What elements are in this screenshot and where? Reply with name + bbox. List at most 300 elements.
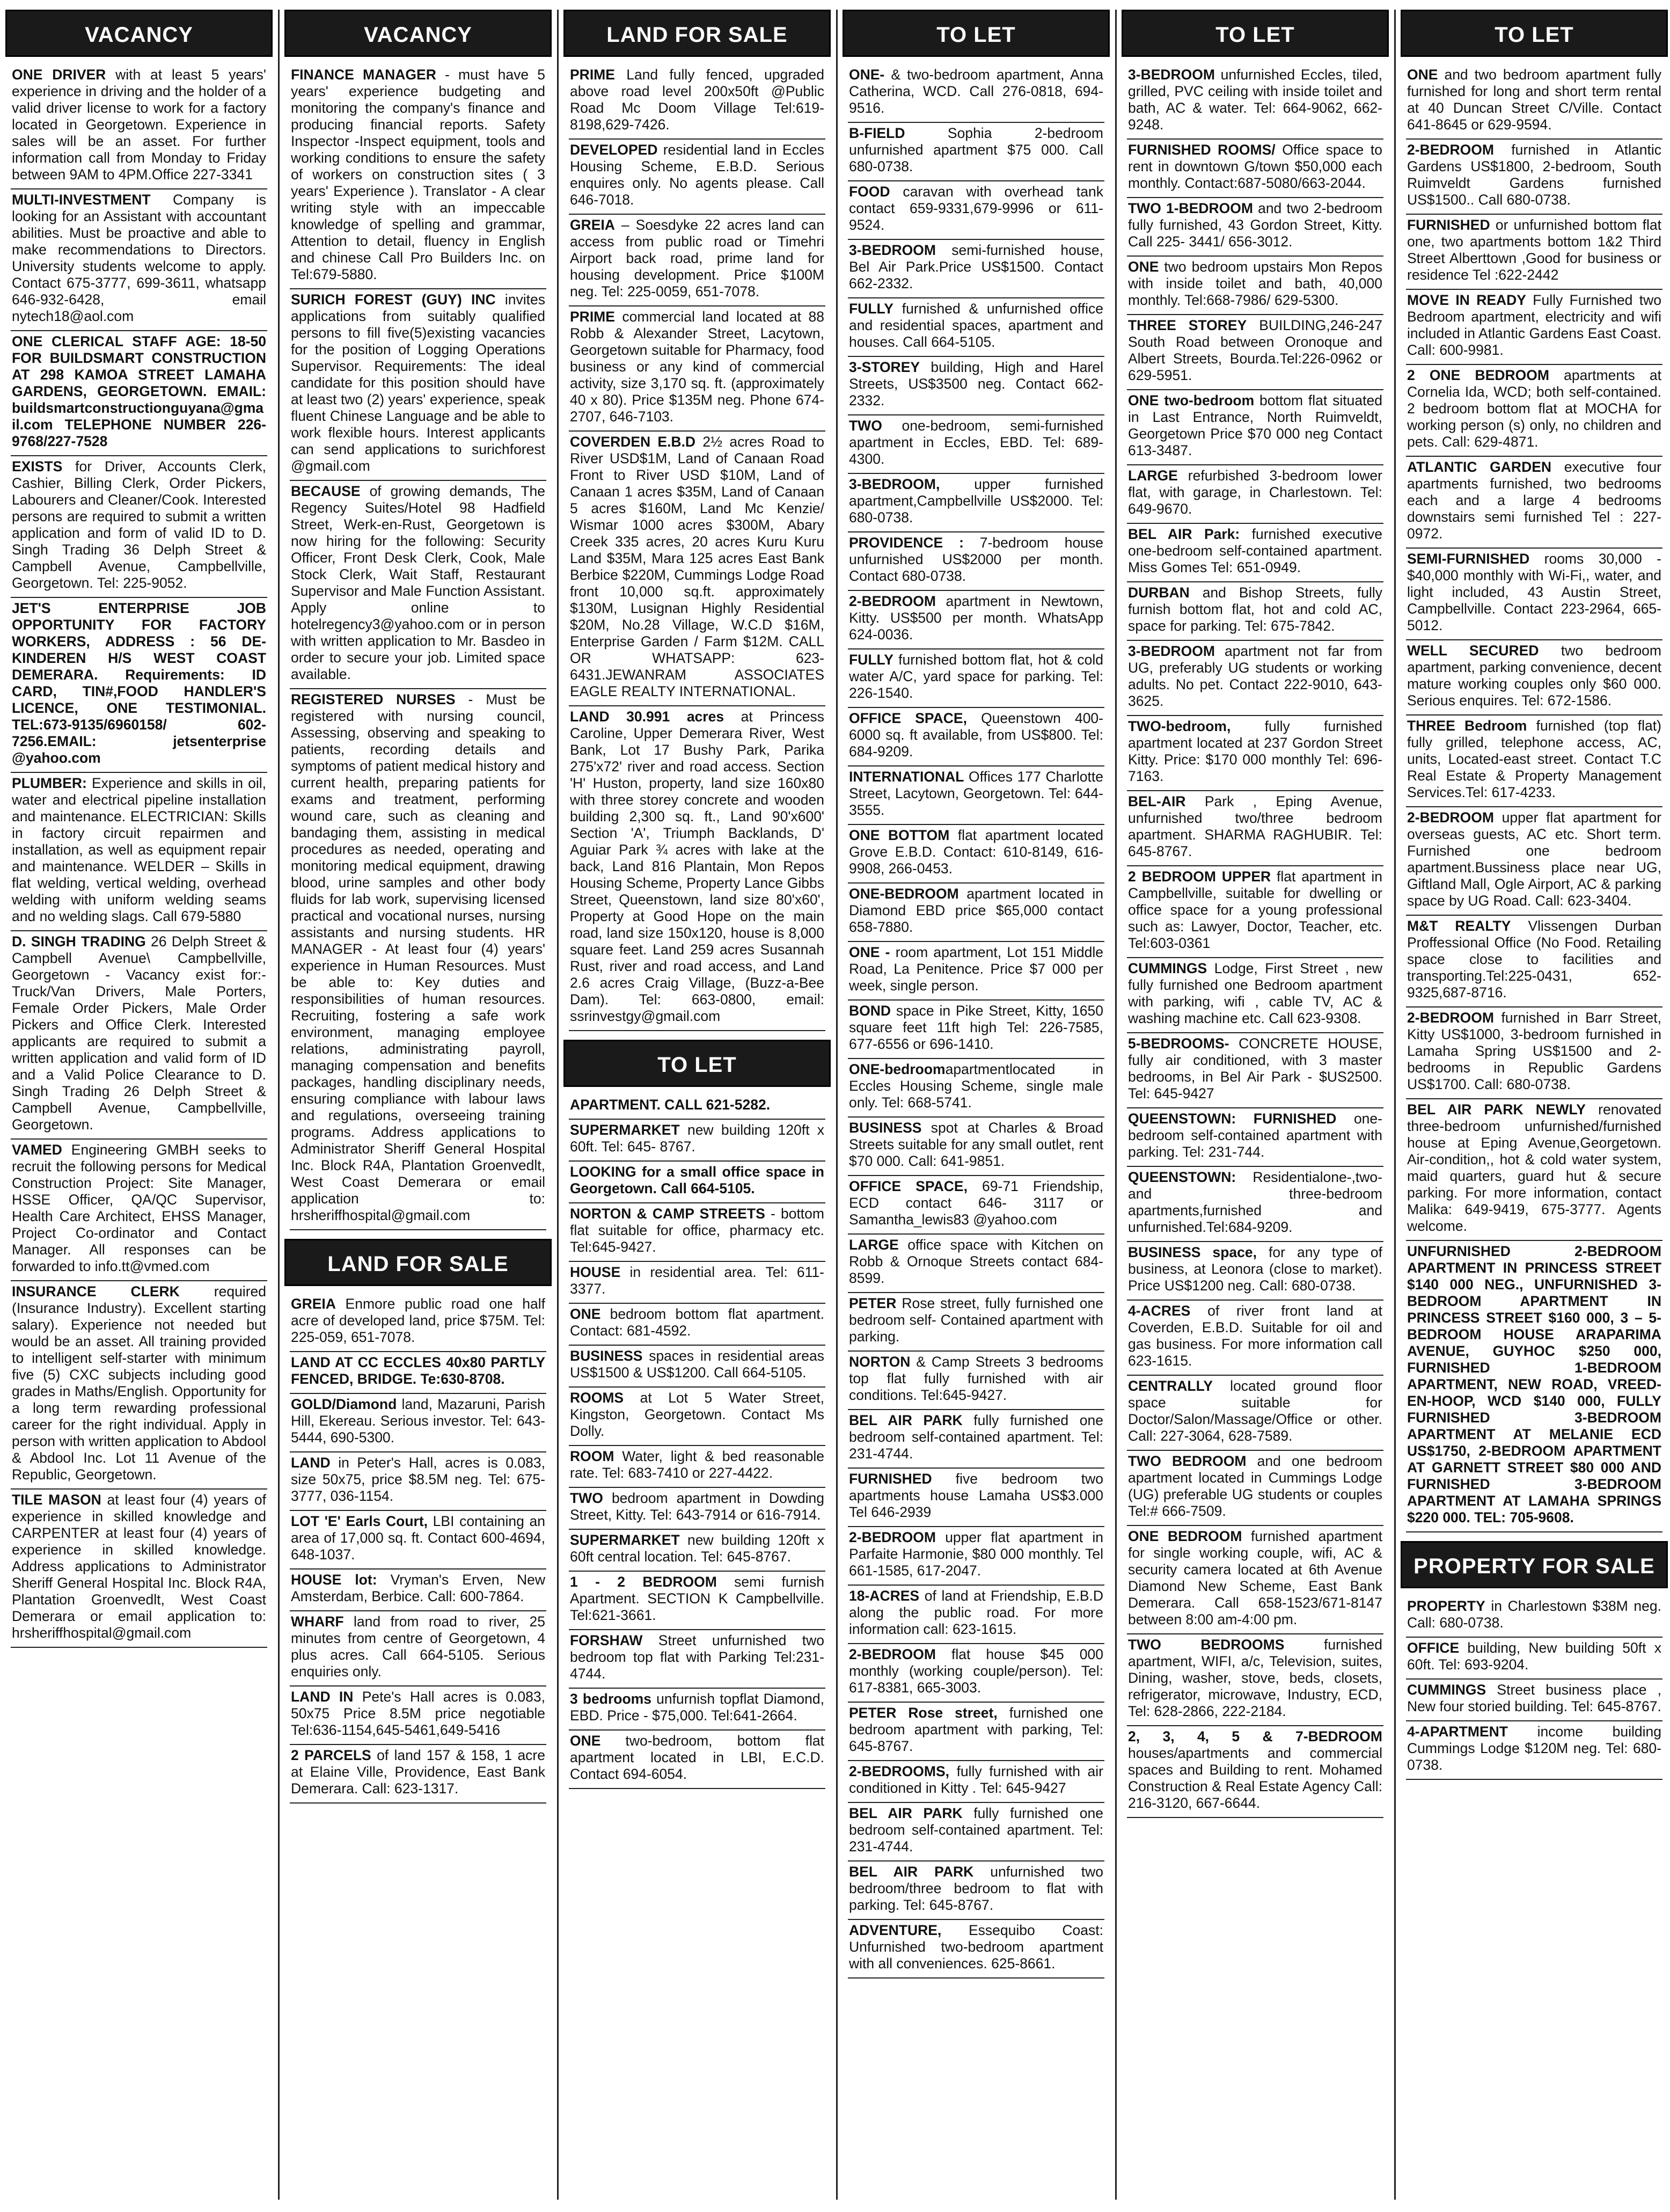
- ad-body: Office space to rent in downtown G/town $50,000 each monthly. Contact:687-5080/663-2044.: [1128, 142, 1382, 191]
- classified-ad: [11, 189, 267, 331]
- ad-lead: 2-BEDROOM: [1407, 142, 1494, 158]
- ad-body: new building 120ft x 60ft central location. Tel: 645-8767.: [570, 1532, 824, 1565]
- classified-ad: [1406, 365, 1662, 457]
- ad-lead: FURNISHED: [849, 1471, 932, 1487]
- ad-lead: FORSHAW: [570, 1632, 643, 1648]
- ad-lead: CENTRALLY: [1128, 1378, 1213, 1394]
- ad-lead: SEMI-FURNISHED: [1407, 551, 1530, 567]
- classified-ad: [1127, 1376, 1383, 1451]
- ad-body: for Driver, Accounts Clerk, Cashier, Billing Clerk, Order Pickers, Labourers and Cleaner/Cook. Interested persons are required to submit a written application and form of valid ID to D. Singh Trading 36 Delph Street & Campbell Avenue, Campbellville, Georgetown. Tel: 225-9052.: [12, 458, 266, 591]
- ad-lead: COVERDEN E.B.D: [570, 434, 696, 450]
- classified-ad: [1127, 315, 1383, 390]
- ad-body: furnished in Atlantic Gardens US$1800, 2-bedroom, South Ruimveldt Gardens furnished US$1500.. Call 680-0738.: [1407, 142, 1661, 208]
- ad-lead: M&T REALTY: [1407, 918, 1511, 934]
- ad-body: bottom flat situated in Last Entrance, North Ruimveldt, Georgetown Price $70 000 neg Contact 613-3487.: [1128, 392, 1382, 458]
- column-heading: TO LET: [1122, 10, 1389, 57]
- ad-lead: 3-BEDROOM: [1128, 67, 1215, 83]
- ad-lead: PRIME: [570, 67, 615, 83]
- classified-ad: [848, 1761, 1104, 1803]
- ad-lead: ATLANTIC GARDEN: [1407, 459, 1552, 475]
- classified-ad: [848, 1001, 1104, 1059]
- ad-lead: TWO: [570, 1490, 603, 1506]
- ad-body: Vlissengen Durban Proffessional Office (No Food. Retailing space close to facilities and transporting.Tel:225-0431, 652-9325,687-8716.: [1407, 918, 1661, 1001]
- ad-body: fully furnished apartment located at 237 Gordon Street Kitty. Price: $170 000 monthly Tel: 696-7163.: [1128, 718, 1382, 784]
- classified-ad: [569, 1731, 825, 1789]
- ad-body: flat apartment in Campbellville, suitable for dwelling or office space for a young professional such as: Lawyer, Doctor, Teacher, etc. Tel:603-0361: [1128, 868, 1382, 951]
- classified-ad: [290, 1294, 546, 1352]
- classified-ad: [1406, 140, 1662, 215]
- classified-ad: [848, 1861, 1104, 1920]
- ad-body: or unfurnished bottom flat one, two apartments bottom 1&2 Third Street Alberttown ,Good for business or residence Tel :622-2442: [1407, 217, 1661, 283]
- column-to-let-2: [1122, 10, 1389, 2200]
- ad-lead: LAND 30.991 acres: [570, 709, 724, 725]
- ad-lead: 5-BEDROOMS-: [1128, 1035, 1229, 1052]
- ad-lead: 2-BEDROOM: [1407, 809, 1494, 826]
- ad-lead: ONE DRIVER: [12, 67, 106, 83]
- ad-body: 2½ acres Road to River USD$1M, Land of Canaan Road Front to River USD $10M, Land of Canaan 1 acres $35M, Land of Canaan 5 acres $160M, Land Mc Kenzie/ Wismar 1000 acres $300M, Abary Creek 335 acres, 20 acres Kuru Kuru Land $35M, Mara 125 acres East Bank Berbice $220M, Cummings Lodge Road front 10,000 sq.ft. approximately $130M, Lusignan Highly Residential $20M, No.28 Village, W.C.D $16M, Enterprise Garden / Farm $12M. CALL OR WHATSAPP: 623-6431.JEWANRAM ASSOCIATES EAGLE REALTY INTERNATIONAL.: [570, 434, 824, 699]
- ad-body: apartment located in Diamond EBD price $65,000 contact 658-7880.: [849, 886, 1103, 935]
- ad-body: office space with Kitchen on Robb & Ornoque Streets contact 684-8599.: [849, 1237, 1103, 1286]
- ad-lead: BEL AIR PARK: [849, 1864, 974, 1880]
- ad-body: - Must be registered with nursing council, Assessing, observing and speaking to patients, recording details and symptoms of patient medical history and current health, preparing patients for exams and treatment, performing wound care, such as cleaning and bandaging them, assisting in medical procedures as needed, operating and monitoring medical equipment, drawing blood, urine samples and other body fluids for lab work, supervising licensed practical and vocational nurses, nursing assistants and nursing students. HR MANAGER - At least four (4) years' experience in Human Resources. Must be able to: Key duties and responsibilities of human resources. Recruiting, fostering a safe work environment, managing employee relations, administrating payroll, managing compensation and benefits packages, handling disciplinary needs, ensuring compliance with labour laws and regulations, overseeing training programs. Address applications to Administrator Sheriff General Hospital Inc. Block R4A, Plantation Groenvedlt, West Coast Demerara or email application to: hrsheriffhospital@gmail.com: [291, 691, 545, 1223]
- ad-body: furnished executive one-bedroom self-contained apartment. Miss Gomes Tel: 651-0949.: [1128, 526, 1382, 575]
- ad-body: furnished apartment for single working couple, wifi, AC & security camera located at 6th Avenue Diamond New Scheme, East Bank Demerara. Call 658-1523/671-8147 between 8:00 am-4:00 pm.: [1128, 1528, 1382, 1627]
- classified-ad: [569, 64, 825, 140]
- classified-ad: [848, 1644, 1104, 1703]
- ad-lead: ONE two-bedroom: [1128, 392, 1255, 408]
- ad-body: rooms 30,000 - $40,000 monthly with Wi-Fi,, water, and light included, 43 Austin Street, Campbellville. Contact 223-2964, 665-5012.: [1407, 551, 1661, 633]
- ad-lead: WELL SECURED: [1407, 643, 1539, 659]
- classified-ad: [848, 825, 1104, 884]
- classified-ad: [569, 1262, 825, 1304]
- classified-ad: [1127, 866, 1383, 958]
- ad-lead: BEL AIR PARK NEWLY: [1407, 1101, 1586, 1118]
- ad-lead: 18-ACRES: [849, 1588, 920, 1604]
- ad-body: 7-bedroom house unfurnished US$2000 per month. Contact 680-0738.: [849, 535, 1103, 584]
- ad-lead: GREIA: [291, 1296, 336, 1312]
- classified-ad: [569, 1346, 825, 1388]
- ad-lead: D. SINGH TRADING: [12, 933, 146, 950]
- classified-ad: [290, 1352, 546, 1394]
- classified-ad: [569, 1094, 825, 1120]
- ad-lead: MOVE IN READY: [1407, 292, 1526, 308]
- classified-ad: [848, 1410, 1104, 1469]
- classified-ad: [1127, 1242, 1383, 1301]
- classified-ad: [1127, 524, 1383, 582]
- ad-body: land, Mazaruni, Parish Hill, Ekereau. Serious investor. Tel: 643-5444, 690-5300.: [291, 1396, 545, 1446]
- ad-lead: ROOMS: [570, 1390, 624, 1406]
- ad-body: houses/apartments and commercial spaces and Building to rent. Mohamed Construction & Real Estate Agency Call: 216-3120, 667-6644.: [1128, 1745, 1382, 1811]
- ad-lead: THREE STOREY: [1128, 317, 1247, 333]
- ad-lead: SUPERMARKET: [570, 1532, 680, 1548]
- ad-body: residential land in Eccles Housing Scheme, E.B.D. Serious enquires only. No agents please. Call 646-7018.: [570, 142, 824, 208]
- classified-ad: [848, 1176, 1104, 1235]
- classified-ad: [848, 1235, 1104, 1293]
- ad-lead: 2, 3, 4, 5 & 7-BEDROOM: [1128, 1728, 1382, 1744]
- classified-ad: [569, 1203, 825, 1262]
- ad-body: in residential area. Tel: 611-3377.: [570, 1264, 824, 1297]
- ad-lead: ONE-bedroom: [849, 1061, 946, 1077]
- ad-lead: BUSINESS: [570, 1348, 643, 1364]
- classified-ad: [1406, 1008, 1662, 1099]
- classified-ad: [1127, 198, 1383, 257]
- ad-body: at Princess Caroline, Upper Demerara River, West Bank, Lot 17 Bushy Park, Parika 275'x72' river and road access. Section 'H' Huston, property, land size 160x80 with three storey concrete and wooden building 2,300 sq. ft., Land 90'x600' Section 'A', Triumph Backlands, D' Aguiar Park ¾ acres with lake at the back, Land 816 Plantain, Mon Repos Housing Scheme, Property Lance Gibbs Street, Queenstown, land size 80'x60', Property at Good Hope on the main road, land size 150x120, house is 8,000 square feet. Land 259 acres Susannah Rust, river and road access, and Land 2.6 acres Craig Village, (Buzz-a-Bee Dam). Tel: 663-0800, email: ssrinvestgy@gmail.com: [570, 709, 824, 1024]
- classified-ad: [1406, 1241, 1662, 1532]
- classified-ad: [11, 1490, 267, 1648]
- ad-body: Enmore public road one half acre of developed land, price $75M. Tel: 225-059, 651-7078.: [291, 1296, 545, 1345]
- classified-ad: [848, 1920, 1104, 1979]
- classified-ad: [848, 1059, 1104, 1118]
- classified-ad: [569, 1446, 825, 1488]
- classified-ad: [848, 123, 1104, 181]
- ad-body: 26 Delph Street & Campbell Avenue\ Campbellville, Georgetown - Vacancy exist for:- Truck/Van Drivers, Male Porters, Female Order Pickers, Male Order Pickers and Office Clerk. Interested applicants are required to submit a written application and valid form of ID and a Valid Police Clearance to D. Singh Trading 26 Delph Street & Campbell Avenue, Campbellville, Georgetown.: [12, 933, 266, 1133]
- ad-lead: BUSINESS: [849, 1120, 922, 1136]
- classified-ad: [1127, 1526, 1383, 1634]
- ad-lead: VAMED: [12, 1142, 62, 1158]
- ad-lead: QUEENSTOWN: FURNISHED: [1128, 1111, 1337, 1127]
- column-to-let-1: [843, 10, 1110, 2200]
- classified-ad: [569, 1689, 825, 1731]
- ad-body: Pete's Hall acres is 0.083, 50x75 Price 8.5M price negotiable Tel:636-1154,645-5461,649-5416: [291, 1689, 545, 1738]
- classified-ad: [11, 598, 267, 773]
- ad-lead: ONE: [1407, 67, 1438, 83]
- ad-lead: PETER: [849, 1295, 897, 1311]
- ad-body: required (Insurance Industry). Excellent starting salary). Experience not needed but would be an asset. All training provided to intelligent self-starter with minimum five (5) CXC subjects including good grades in Maths/English. Opportunity for a long term rewarding professional career for the right individual. Apply in person with written application to Abdool & Abdool Inc. Lot 11 Avenue of the Republic, Georgetown.: [12, 1283, 266, 1483]
- section-heading-to-let: TO LET: [563, 1040, 831, 1087]
- ad-body: executive four apartments furnished, two bedrooms each and a large 4 bedrooms downstairs semi furnished Tel : 227-0972.: [1407, 459, 1661, 542]
- ad-lead: 2-BEDROOM: [1407, 1010, 1494, 1026]
- ad-body: and two bedroom apartment fully furnished for long and short term rental at 40 Duncan Street C/Ville. Contact 641-8645 or 629-9594.: [1407, 67, 1661, 133]
- ad-body: refurbished 3-bedroom lower flat, with garage, in Charlestown. Tel: 649-9670.: [1128, 468, 1382, 517]
- ad-body: fully furnished one bedroom self-contained apartment. Tel: 231-4744.: [849, 1805, 1103, 1855]
- ad-body: Experience and skills in oil, water and electrical pipeline installation and maintenance. ELECTRICIAN: Skills in factory circuit repairmen and installation, as well as equipment repair and maintenance. WELDER – Skills in flat welding, vertical welding, overhead welding with uniform welding seams and no welding slags. Call 679-5880: [12, 775, 266, 924]
- ad-lead: ONE-: [849, 67, 885, 83]
- ads-list: [1122, 64, 1389, 1818]
- classified-ad: [1406, 916, 1662, 1008]
- ad-lead: PRIME: [570, 309, 615, 325]
- ads-list: [284, 64, 552, 1230]
- ad-lead: CUMMINGS: [1407, 1682, 1486, 1698]
- ad-body: located ground floor space suitable for Doctor/Salon/Massage/Office or other. Call: 227-3064, 628-7589.: [1128, 1378, 1382, 1444]
- classified-ad: [569, 706, 825, 1031]
- ad-body: LBI containing an area of 17,000 sq. ft. Contact 600-4694, 648-1037.: [291, 1513, 545, 1563]
- classified-ad: [290, 64, 546, 289]
- column-heading: VACANCY: [284, 10, 552, 57]
- column-heading: TO LET: [1401, 10, 1668, 57]
- ad-body: of land 157 & 158, 1 acre at Elaine Ville, Providence, East Bank Demerara. Call: 623-1317.: [291, 1747, 545, 1797]
- classified-ad: [848, 1469, 1104, 1527]
- classified-ad: [569, 1630, 825, 1689]
- ad-lead: MULTI-INVESTMENT: [12, 192, 151, 208]
- ad-lead: DURBAN: [1128, 585, 1190, 601]
- ad-body: of growing demands, The Regency Suites/Hotel 98 Hadfield Street, Werk-en-Rust, Georgetown is now hiring for the following: Security Officer, Front Desk Clerk, Cook, Male Stock Clerk, Wait Staff, Restaurant Supervisor and Male Function Assistant. Apply online to hotelregency3@yahoo.com or in person with written application to Mr. Basdeo in order to secure your job. Limited space available.: [291, 483, 545, 682]
- ad-body: space in Pike Street, Kitty, 1650 square feet 11ft high Tel: 226-7585, 677-6556 or 696-1410.: [849, 1003, 1103, 1052]
- ad-body: spot at Charles & Broad Streets suitable for any small outlet, rent $70 000. Call: 641-9851.: [849, 1120, 1103, 1169]
- ad-body: - bottom flat suitable for office, pharmacy etc. Tel:645-9427.: [570, 1206, 824, 1255]
- ad-body: five bedroom two apartments house Lamaha US$3.000 Tel 646-2939: [849, 1471, 1103, 1520]
- ad-lead: ONE CLERICAL STAFF AGE: 18-50 FOR BUILDSMART CONSTRUCTION AT 298 KAMOA STREET LAMAHA GARDENS, GEORGETOWN. EMAIL: buildsmartconstructionguyana@gmail.com TELEPHONE NUMBER 226-9768/227-7528: [12, 333, 266, 449]
- ads-list: [5, 64, 273, 1648]
- ad-body: Rose street, fully furnished one bedroom self- Contained apartment with parking.: [849, 1295, 1103, 1345]
- ad-body: with at least 5 years' experience in driving and the holder of a valid driver license to work for a factory located in Georgetown. Experience in sales will be an asset. For further information call from Monday to Friday between 9AM to 4PM.Office 227-3341: [12, 67, 266, 182]
- ad-lead: NORTON: [849, 1354, 911, 1370]
- ad-lead: LAND IN: [291, 1689, 354, 1705]
- classified-ad: [290, 689, 546, 1230]
- classified-ad: [11, 456, 267, 598]
- ad-body: & Camp Streets 3 bedrooms top flat fully furnished with air conditions. Tel:645-9427.: [849, 1354, 1103, 1403]
- classified-ad: [1406, 290, 1662, 365]
- ad-lead: 1 - 2 BEDROOM: [570, 1574, 717, 1590]
- column-land-for-sale: [563, 10, 831, 2200]
- ad-body: Offices 177 Charlotte Street, Lacytown, Georgetown. Tel: 644-3555.: [849, 769, 1103, 818]
- ad-body: Vryman's Erven, New Amsterdam, Berbice. Call: 600-7864.: [291, 1572, 545, 1604]
- classified-ad: [848, 942, 1104, 1001]
- ad-lead: DEVELOPED: [570, 142, 658, 158]
- classified-ad: [569, 432, 825, 706]
- classified-ad: [1127, 641, 1383, 716]
- ad-lead: LARGE: [1128, 468, 1178, 484]
- ad-body: new building 120ft x 60ft. Tel: 645- 8767.: [570, 1122, 824, 1155]
- ad-body: apartment not far from UG, preferably UG students or working adults. No pet. Contact 222-9010, 643-3625.: [1128, 643, 1382, 709]
- ad-lead: 3-BEDROOM: [849, 242, 936, 258]
- ad-lead: LAND: [291, 1455, 331, 1471]
- ad-lead: PETER Rose street,: [849, 1705, 998, 1721]
- ad-body: upper flat apartment for overseas guests, AC etc. Short term. Furnished one bedroom apartment.Bussiness place near UG, Giftland Mall, Ogle Airport, AC & parking space by UG Road. Call: 623-3404.: [1407, 809, 1661, 909]
- classified-ad: [848, 1352, 1104, 1410]
- ad-lead: 3-BEDROOM,: [849, 476, 940, 492]
- classified-ad: [1127, 390, 1383, 465]
- column-heading: LAND FOR SALE: [563, 10, 831, 57]
- ad-body: – Soesdyke 22 acres land can access from public road or Timehri Airport back road, prime land for housing development. Price $100M neg. Tel: 225-0059, 651-7078.: [570, 217, 824, 300]
- classified-ad: [848, 64, 1104, 123]
- classified-ad: [569, 140, 825, 215]
- ad-lead: 2 PARCELS: [291, 1747, 371, 1763]
- classified-ad: [1406, 549, 1662, 640]
- ad-body: upper furnished apartment,Campbellville US$2000. Tel: 680-0738.: [849, 476, 1103, 525]
- ad-lead: UNFURNISHED 2-BEDROOM APARTMENT IN PRINCESS STREET $140 000 NEG., UNFURNISHED 3-BEDROOM APARTMENT IN PRINCESS STREET $160 000, 3 – 5-BEDROOM HOUSE ARAPARIMA AVENUE, GUYHOC $250 000, FURNISHED 1-BEDROOM APARTMENT, NEW ROAD, VREED-EN-HOOP, WCD $140 000, FULLY FURNISHED 3-BEDROOM APARTMENT AT MELANIE ECD US$1750, 2-BEDROOM APARTMENT AT GARNETT STREET $80 000 AND FURNISHED 3-BEDROOM APARTMENT AT LAMAHA SPRINGS $220 000. TEL: 705-9608.: [1407, 1243, 1661, 1525]
- ad-lead: ONE BEDROOM: [1128, 1528, 1242, 1544]
- ad-body: and two 2-bedroom fully furnished, 43 Gordon Street, Kitty. Call 225- 3441/ 656-3012.: [1128, 200, 1382, 250]
- ads-list: [563, 64, 831, 1031]
- ad-lead: BEL AIR PARK: [849, 1412, 963, 1428]
- ads-list-secondary: [563, 1094, 831, 1789]
- ad-body: 69-71 Friendship, ECD contact 646- 3117 or Samantha_lewis83 @yahoo.com: [849, 1178, 1103, 1228]
- classified-ad: [569, 1530, 825, 1572]
- ad-lead: TWO: [849, 418, 882, 434]
- classified-ad: [11, 1140, 267, 1281]
- ads-list: [1401, 64, 1668, 1532]
- ad-body: apartmentlocated in Eccles Housing Scheme, single male only. Tel: 668-5741.: [849, 1061, 1103, 1111]
- ad-lead: 2 BEDROOM UPPER: [1128, 868, 1271, 885]
- ad-body: two-bedroom, bottom flat apartment located in LBI, E.C.D. Contact 694-6054.: [570, 1733, 824, 1782]
- ad-lead: INSURANCE CLERK: [12, 1283, 180, 1300]
- ad-body: room apartment, Lot 151 Middle Road, La Penitence. Price $7 000 per week, single person.: [849, 944, 1103, 994]
- classified-ad: [1127, 1108, 1383, 1167]
- ad-lead: BUSINESS space,: [1128, 1244, 1257, 1260]
- ad-lead: QUEENSTOWN:: [1128, 1169, 1236, 1185]
- classified-ad: [11, 773, 267, 931]
- classified-ad: [1406, 457, 1662, 549]
- ad-lead: ROOM: [570, 1448, 614, 1464]
- ad-body: furnished & unfurnished office and residential spaces, apartment and houses. Call 664-5105.: [849, 301, 1103, 350]
- ad-lead: ONE: [570, 1306, 601, 1322]
- ad-body: renovated three-bedroom unfurnished/furnished house at Eping Avenue,Georgetown. Air-condition,, hot & cold water system, maid quarters, guard hut & secure parking. For more information, contact Malika: 649-9419, 675-3777. Agents welcome.: [1407, 1101, 1661, 1234]
- ads-list-secondary: [284, 1294, 552, 1804]
- ad-body: one-bedroom, semi-furnished apartment in Eccles, EBD. Tel: 689-4300.: [849, 418, 1103, 467]
- ad-body: for any type of business, at Leonora (close to market). Price US$1200 neg. Call: 680-0738.: [1128, 1244, 1382, 1294]
- ad-lead: TWO 1-BEDROOM: [1128, 200, 1253, 216]
- ad-lead: BOND: [849, 1003, 891, 1019]
- classified-ad: [848, 649, 1104, 708]
- classified-ad: [1127, 716, 1383, 791]
- classified-ad: [569, 1162, 825, 1203]
- classified-ad: [11, 64, 267, 189]
- ad-body: apartment in Newtown, Kitty. US$500 per month. WhatsApp 624-0036.: [849, 593, 1103, 643]
- classified-ad: [1127, 1167, 1383, 1242]
- classified-ad: [1127, 1301, 1383, 1376]
- classified-ad: [1406, 1721, 1662, 1780]
- classified-ad: [290, 1745, 546, 1804]
- classified-ad: [1127, 465, 1383, 524]
- ad-lead: 4-ACRES: [1128, 1303, 1191, 1319]
- ad-body: unfurnished two bedroom/three bedroom to flat with parking. Tel: 645-8767.: [849, 1864, 1103, 1913]
- classified-ad: [1127, 257, 1383, 315]
- ad-body: Lodge, First Street , new fully furnished one Bedroom apartment with parking, wifi , cable TV, AC & washing machine etc. Call 623-9308.: [1128, 960, 1382, 1026]
- classified-ad: [1406, 807, 1662, 916]
- ad-lead: APARTMENT. CALL 621-5282.: [570, 1097, 771, 1113]
- ad-lead: HOUSE lot:: [291, 1572, 377, 1588]
- ad-lead: TWO BEDROOMS: [1128, 1637, 1285, 1653]
- ad-body: - must have 5 years' experience budgeting and monitoring the company's finance and producing financial reports. Safety Inspector -Inspect equipment, tools and working conditions to ensure the safety of workers on construction sites ( 3 years' Experience ). Translator - A clear writing style with an impeccable knowledge of spelling and grammar, Attention to detail, fluency in English and chinese Call Pro Builders Inc. on Tel:679-5880.: [291, 67, 545, 282]
- section-heading-property-for-sale: PROPERTY FOR SALE: [1401, 1541, 1668, 1588]
- classified-ad: [1127, 582, 1383, 641]
- ad-body: CONCRETE HOUSE, fully air conditioned, with 3 master bedrooms, in Bel Air Park - $US2500. Tel: 645-9427: [1128, 1035, 1382, 1101]
- ad-lead: ONE: [570, 1733, 601, 1749]
- ad-lead: SUPERMARKET: [570, 1122, 680, 1138]
- ad-lead: 2-BEDROOM: [849, 593, 936, 609]
- ad-lead: INTERNATIONAL: [849, 769, 964, 785]
- ad-lead: 2 ONE BEDROOM: [1407, 367, 1549, 383]
- ad-lead: 4-APARTMENT: [1407, 1724, 1508, 1740]
- column-vacancy-2: [284, 10, 552, 2200]
- ad-body: caravan with overhead tank contact 659-9331,679-9996 or 611-9524.: [849, 184, 1103, 233]
- ad-body: & two-bedroom apartment, Anna Catherina, WCD. Call 276-0818, 694-9516.: [849, 67, 1103, 116]
- classified-ad: [848, 357, 1104, 415]
- ad-lead: JET'S ENTERPRISE JOB OPPORTUNITY FOR FACTORY WORKERS, ADDRESS : 56 DE-KINDEREN H/S WEST COAST DEMERARA. Requirements: ID CARD, TIN#,FOOD HANDLER'S LICENCE, ONE TESTIMONIAL. TEL:673-9135/6960158/ 602-7256.EMAIL: jetsenterprise @yahoo.com: [12, 600, 266, 766]
- classified-ad: [290, 1687, 546, 1745]
- ad-body: land from road to river, 25 minutes from centre of Georgetown, 4 plus acres. Call 664-5105. Serious enquiries only.: [291, 1614, 545, 1680]
- column-divider: [1115, 10, 1117, 2200]
- classified-ad: [569, 1488, 825, 1530]
- column-heading: TO LET: [843, 10, 1110, 57]
- ads-list-secondary: [1401, 1596, 1668, 1780]
- ad-body: Sophia 2-bedroom unfurnished apartment $75 000. Call 680-0738.: [849, 125, 1103, 174]
- classified-ad: [1406, 64, 1662, 140]
- ad-body: flat house $45 000 monthly (working couple/person). Tel: 617-8381, 665-3003.: [849, 1646, 1103, 1696]
- classified-ad: [848, 708, 1104, 766]
- ad-body: Fully Furnished two Bedroom apartment, electricity and wifi included in Atlantic Gardens East Coast. Call: 600-9981.: [1407, 292, 1661, 358]
- ad-lead: GREIA: [570, 217, 615, 233]
- ad-body: furnished (top flat) fully grilled, telephone access, AC, units, Located-east street. Contact T.C Real Estate & Property Management Services.Tel: 617-4233.: [1407, 718, 1661, 800]
- ad-lead: 2-BEDROOM: [849, 1529, 936, 1545]
- classified-ad: [569, 1388, 825, 1446]
- ad-lead: PROVIDENCE :: [849, 535, 964, 551]
- ad-lead: 3-STOREY: [849, 359, 920, 375]
- ad-lead: WHARF: [291, 1614, 344, 1630]
- column-divider: [836, 10, 838, 2200]
- ad-body: Queenstown 400-6000 sq. ft available, from US$800. Tel: 684-9209.: [849, 710, 1103, 760]
- ad-lead: BEL AIR PARK: [849, 1805, 963, 1821]
- classified-ad: [11, 931, 267, 1140]
- classified-ad: [1127, 140, 1383, 198]
- ad-body: furnished one bedroom apartment with parking, Tel: 645-8767.: [849, 1705, 1103, 1754]
- classified-ad: [1406, 716, 1662, 807]
- classified-ad: [1127, 1033, 1383, 1108]
- column-divider: [1394, 10, 1396, 2200]
- ad-lead: FURNISHED ROOMS/: [1128, 142, 1276, 158]
- ad-lead: EXISTS: [12, 458, 63, 474]
- ad-body: of land at Friendship, E.B.D along the public road. For more information call: 623-1615.: [849, 1588, 1103, 1637]
- ad-body: Park , Eping Avenue, unfurnished two/three bedroom apartment. SHARMA RAGHUBIR. Tel: 645-8767.: [1128, 793, 1382, 859]
- ad-body: at Lot 5 Water Street, Kingston, Georgetown. Contact Ms Dolly.: [570, 1390, 824, 1439]
- classified-ad: [848, 474, 1104, 532]
- ad-lead: PROPERTY: [1407, 1598, 1485, 1614]
- ad-lead: CUMMINGS: [1128, 960, 1207, 976]
- ad-body: upper flat apartment in Parfaite Harmonie, $80 000 monthly. Tel 661-1585, 617-2047.: [849, 1529, 1103, 1579]
- ad-lead: LOOKING for a small office space in Georgetown. Call 664-5105.: [570, 1164, 824, 1196]
- ad-body: Residentialone-,two-and three-bedroom apartments,furnished and unfurnished.Tel:684-9209.: [1128, 1169, 1382, 1235]
- ad-lead: REGISTERED NURSES: [291, 691, 456, 707]
- ad-body: two bedroom upstairs Mon Repos with inside toilet and bath, 40,000 monthly. Tel:668-7986/ 629-5300.: [1128, 259, 1382, 308]
- classified-ad: [848, 1293, 1104, 1352]
- classified-ad: [848, 181, 1104, 240]
- classified-ad: [569, 1304, 825, 1346]
- ad-body: in Peter's Hall, acres is 0.083, size 50x75, price $8.5M neg. Tel: 675-3777, 036-1154.: [291, 1455, 545, 1504]
- classified-ad: [1127, 1634, 1383, 1726]
- ad-lead: LOT 'E' Earls Court,: [291, 1513, 428, 1529]
- ad-lead: THREE Bedroom: [1407, 718, 1527, 734]
- ad-lead: OFFICE: [1407, 1640, 1460, 1656]
- ad-lead: LAND AT CC ECCLES 40x80 PARTLY FENCED, BRIDGE. Te:630-8708.: [291, 1354, 545, 1387]
- ad-body: bedroom bottom flat apartment. Contact: 681-4592.: [570, 1306, 824, 1339]
- column-divider: [278, 10, 280, 2200]
- ad-body: apartments at Cornelia Ida, WCD; both self-contained. 2 bedroom bottom flat at MOCHA for working person (s) only, no children and pets. Call: 629-4871.: [1407, 367, 1662, 450]
- ad-lead: 3-BEDROOM: [1128, 643, 1215, 659]
- classified-ad: [569, 215, 825, 306]
- ad-body: Street business place , New four storied building. Tel: 645-8767.: [1407, 1682, 1661, 1714]
- ad-lead: OFFICE SPACE,: [849, 1178, 968, 1194]
- ad-lead: ONE: [1128, 259, 1159, 275]
- ad-body: in Charlestown $38M neg. Call: 680-0738.: [1407, 1598, 1661, 1631]
- classified-ad: [848, 298, 1104, 357]
- column-heading: VACANCY: [5, 10, 273, 57]
- ad-lead: GOLD/Diamond: [291, 1396, 397, 1412]
- ad-lead: OFFICE SPACE,: [849, 710, 967, 726]
- classified-ad: [1406, 1099, 1662, 1241]
- classified-ad: [569, 1120, 825, 1162]
- classified-ad: [290, 1569, 546, 1611]
- classified-ad: [848, 415, 1104, 474]
- classified-ad: [290, 481, 546, 689]
- classified-ad: [290, 1511, 546, 1569]
- column-to-let-3: [1401, 10, 1668, 2200]
- classified-ad: [848, 884, 1104, 942]
- ad-body: and Bishop Streets, fully furnish bottom flat, hot and cold AC, space for parking. Tel: 675-7842.: [1128, 585, 1382, 634]
- ad-body: building, High and Harel Streets, US$3500 neg. Contact 662-2332.: [849, 359, 1103, 408]
- ad-body: commercial land located at 88 Robb & Alexander Street, Lacytown, Georgetown suitable for Pharmacy, food business or any kind of commercial activity, size 3,170 sq. ft. (approximately 40 x 80). Price $135M neg. Phone 674-2707, 646-7103.: [570, 309, 824, 425]
- ad-body: and one bedroom apartment located in Cummings Lodge (UG) preferable UG students or couples Tel:# 666-7509.: [1128, 1453, 1383, 1519]
- classified-ad: [1127, 791, 1383, 866]
